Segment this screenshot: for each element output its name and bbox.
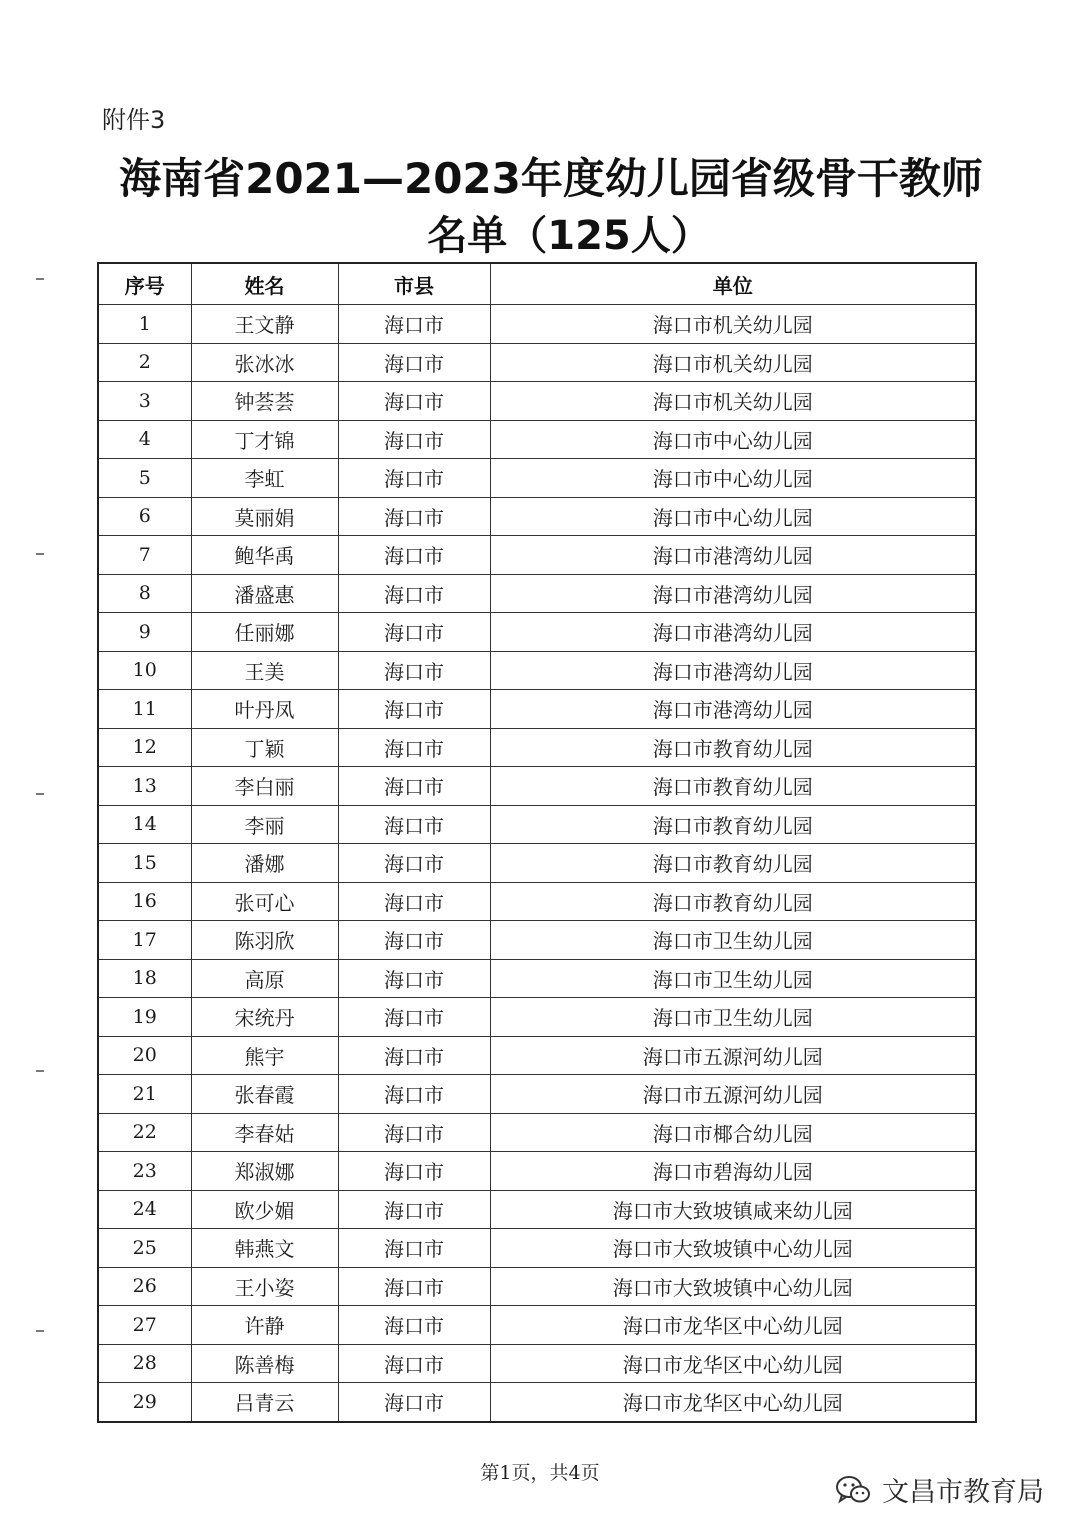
cell-seq: 9 (98, 613, 191, 652)
cell-seq: 16 (98, 882, 191, 921)
cell-unit: 海口市卫生幼儿园 (490, 998, 976, 1037)
header-name: 姓名 (191, 263, 338, 305)
cell-city: 海口市 (338, 1190, 490, 1229)
table-row (98, 998, 976, 1037)
cell-seq: 23 (98, 1152, 191, 1191)
cell-city: 海口市 (338, 921, 490, 960)
table-row (98, 844, 976, 883)
table-row (98, 921, 976, 960)
attachment-label: 附件3 (102, 106, 166, 134)
table-row (98, 882, 976, 921)
watermark-text: 文昌市教育局 (882, 1477, 1044, 1508)
cell-name: 许静 (191, 1306, 338, 1345)
table-row (98, 1036, 976, 1075)
cell-seq: 11 (98, 690, 191, 729)
header-seq: 序号 (98, 263, 191, 305)
cell-unit: 海口市卫生幼儿园 (490, 959, 976, 998)
cell-seq: 19 (98, 998, 191, 1037)
table-row (98, 1306, 976, 1345)
cell-name: 欧少媚 (191, 1190, 338, 1229)
cell-unit: 海口市龙华区中心幼儿园 (490, 1344, 976, 1383)
cell-city: 海口市 (338, 1344, 490, 1383)
cell-name: 莫丽娟 (191, 497, 338, 536)
scan-mark (36, 278, 44, 280)
table-row (98, 536, 976, 575)
cell-seq: 18 (98, 959, 191, 998)
page-number: 第1页，共4页 (480, 1462, 600, 1484)
cell-unit: 海口市中心幼儿园 (490, 497, 976, 536)
table-row (98, 343, 976, 382)
cell-name: 李虹 (191, 459, 338, 498)
document-title-line2: 名单（125人） (427, 213, 711, 259)
cell-unit: 海口市教育幼儿园 (490, 805, 976, 844)
cell-city: 海口市 (338, 959, 490, 998)
table-row (98, 1113, 976, 1152)
cell-unit: 海口市大致坡镇咸来幼儿园 (490, 1190, 976, 1229)
table-row (98, 305, 976, 344)
cell-seq: 4 (98, 420, 191, 459)
cell-name: 熊宇 (191, 1036, 338, 1075)
cell-city: 海口市 (338, 382, 490, 421)
cell-seq: 14 (98, 805, 191, 844)
cell-unit: 海口市港湾幼儿园 (490, 574, 976, 613)
table-row (98, 459, 976, 498)
table-row (98, 574, 976, 613)
cell-seq: 29 (98, 1383, 191, 1422)
scan-mark (36, 1070, 44, 1072)
table-row (98, 1383, 976, 1422)
cell-seq: 6 (98, 497, 191, 536)
cell-name: 张春霞 (191, 1075, 338, 1114)
cell-city: 海口市 (338, 728, 490, 767)
cell-name: 张可心 (191, 882, 338, 921)
table-row (98, 1075, 976, 1114)
cell-name: 叶丹凤 (191, 690, 338, 729)
cell-unit: 海口市港湾幼儿园 (490, 651, 976, 690)
cell-name: 钟荟荟 (191, 382, 338, 421)
cell-name: 李白丽 (191, 767, 338, 806)
cell-seq: 8 (98, 574, 191, 613)
cell-seq: 13 (98, 767, 191, 806)
cell-unit: 海口市港湾幼儿园 (490, 613, 976, 652)
cell-city: 海口市 (338, 420, 490, 459)
table-row (98, 1344, 976, 1383)
cell-name: 王文静 (191, 305, 338, 344)
cell-city: 海口市 (338, 1152, 490, 1191)
table-row (98, 959, 976, 998)
cell-name: 张冰冰 (191, 343, 338, 382)
wechat-icon (834, 1474, 872, 1506)
cell-city: 海口市 (338, 1036, 490, 1075)
cell-city: 海口市 (338, 305, 490, 344)
cell-seq: 3 (98, 382, 191, 421)
cell-city: 海口市 (338, 343, 490, 382)
cell-seq: 28 (98, 1344, 191, 1383)
cell-unit: 海口市碧海幼儿园 (490, 1152, 976, 1191)
cell-name: 潘娜 (191, 844, 338, 883)
cell-city: 海口市 (338, 1267, 490, 1306)
scan-mark (36, 793, 44, 795)
cell-city: 海口市 (338, 1229, 490, 1268)
cell-name: 陈善梅 (191, 1344, 338, 1383)
cell-name: 郑淑娜 (191, 1152, 338, 1191)
header-unit: 单位 (490, 263, 976, 305)
document-title-line1: 海南省2021—2023年度幼儿园省级骨干教师 (119, 154, 983, 203)
cell-city: 海口市 (338, 1306, 490, 1345)
table-row (98, 613, 976, 652)
table-row (98, 728, 976, 767)
cell-city: 海口市 (338, 844, 490, 883)
cell-city: 海口市 (338, 767, 490, 806)
cell-unit: 海口市港湾幼儿园 (490, 536, 976, 575)
cell-unit: 海口市教育幼儿园 (490, 728, 976, 767)
scan-mark (36, 553, 44, 555)
cell-name: 李春姑 (191, 1113, 338, 1152)
cell-seq: 2 (98, 343, 191, 382)
cell-city: 海口市 (338, 1383, 490, 1422)
cell-name: 王美 (191, 651, 338, 690)
cell-unit: 海口市中心幼儿园 (490, 459, 976, 498)
cell-name: 潘盛惠 (191, 574, 338, 613)
table-row (98, 1229, 976, 1268)
header-city: 市县 (338, 263, 490, 305)
cell-name: 王小姿 (191, 1267, 338, 1306)
table-row (98, 1190, 976, 1229)
cell-unit: 海口市五源河幼儿园 (490, 1036, 976, 1075)
cell-name: 李丽 (191, 805, 338, 844)
cell-unit: 海口市五源河幼儿园 (490, 1075, 976, 1114)
table-row (98, 805, 976, 844)
cell-city: 海口市 (338, 459, 490, 498)
table-row (98, 651, 976, 690)
cell-seq: 22 (98, 1113, 191, 1152)
table-row (98, 420, 976, 459)
cell-unit: 海口市椰合幼儿园 (490, 1113, 976, 1152)
cell-unit: 海口市教育幼儿园 (490, 844, 976, 883)
cell-seq: 7 (98, 536, 191, 575)
cell-name: 韩燕文 (191, 1229, 338, 1268)
cell-unit: 海口市龙华区中心幼儿园 (490, 1306, 976, 1345)
cell-unit: 海口市教育幼儿园 (490, 767, 976, 806)
cell-seq: 5 (98, 459, 191, 498)
cell-city: 海口市 (338, 805, 490, 844)
cell-name: 高原 (191, 959, 338, 998)
cell-name: 陈羽欣 (191, 921, 338, 960)
teacher-roster-table (97, 262, 977, 1423)
cell-unit: 海口市卫生幼儿园 (490, 921, 976, 960)
table-body (98, 305, 976, 1422)
cell-city: 海口市 (338, 998, 490, 1037)
cell-city: 海口市 (338, 1113, 490, 1152)
cell-city: 海口市 (338, 882, 490, 921)
cell-name: 吕青云 (191, 1383, 338, 1422)
cell-unit: 海口市中心幼儿园 (490, 420, 976, 459)
cell-unit: 海口市机关幼儿园 (490, 343, 976, 382)
cell-name: 丁才锦 (191, 420, 338, 459)
cell-seq: 12 (98, 728, 191, 767)
cell-city: 海口市 (338, 536, 490, 575)
cell-name: 宋统丹 (191, 998, 338, 1037)
cell-seq: 25 (98, 1229, 191, 1268)
cell-unit: 海口市龙华区中心幼儿园 (490, 1383, 976, 1422)
cell-city: 海口市 (338, 574, 490, 613)
cell-unit: 海口市港湾幼儿园 (490, 690, 976, 729)
table-row (98, 382, 976, 421)
table-row (98, 767, 976, 806)
cell-city: 海口市 (338, 690, 490, 729)
cell-unit: 海口市机关幼儿园 (490, 382, 976, 421)
table-row (98, 1152, 976, 1191)
cell-unit: 海口市机关幼儿园 (490, 305, 976, 344)
cell-unit: 海口市大致坡镇中心幼儿园 (490, 1229, 976, 1268)
table-row (98, 690, 976, 729)
cell-seq: 26 (98, 1267, 191, 1306)
cell-city: 海口市 (338, 1075, 490, 1114)
cell-name: 任丽娜 (191, 613, 338, 652)
watermark (834, 1470, 1044, 1509)
cell-seq: 15 (98, 844, 191, 883)
cell-seq: 24 (98, 1190, 191, 1229)
cell-city: 海口市 (338, 651, 490, 690)
cell-seq: 27 (98, 1306, 191, 1345)
cell-seq: 1 (98, 305, 191, 344)
table-row (98, 497, 976, 536)
cell-seq: 10 (98, 651, 191, 690)
cell-city: 海口市 (338, 497, 490, 536)
table-row (98, 1267, 976, 1306)
cell-seq: 21 (98, 1075, 191, 1114)
cell-seq: 17 (98, 921, 191, 960)
cell-seq: 20 (98, 1036, 191, 1075)
cell-name: 鲍华禹 (191, 536, 338, 575)
table-header-row (98, 263, 976, 305)
cell-unit: 海口市教育幼儿园 (490, 882, 976, 921)
scan-mark (36, 1330, 44, 1332)
cell-city: 海口市 (338, 613, 490, 652)
cell-name: 丁颖 (191, 728, 338, 767)
cell-unit: 海口市大致坡镇中心幼儿园 (490, 1267, 976, 1306)
